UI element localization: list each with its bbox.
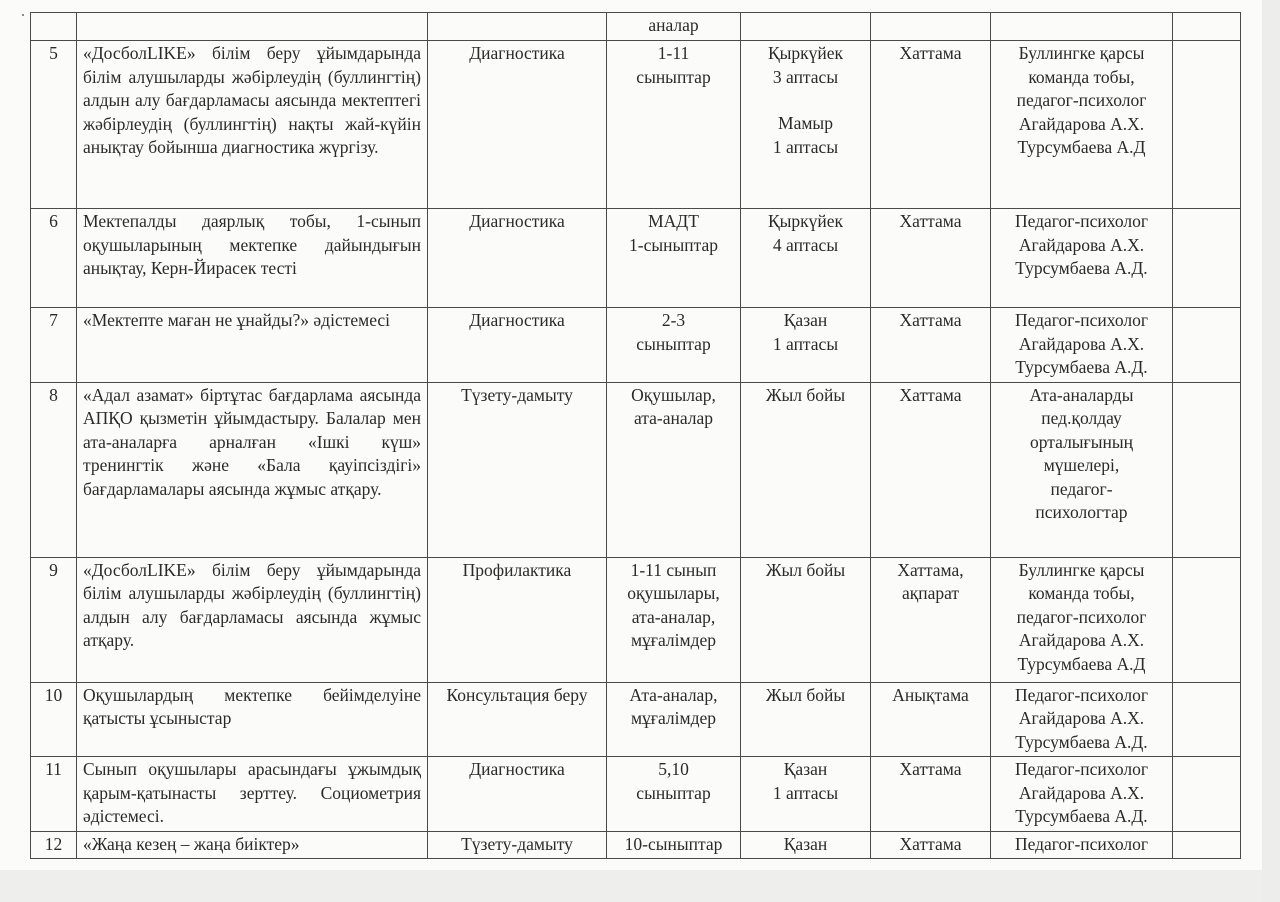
cell-responsible (991, 757, 1173, 832)
cell-number: 8 (31, 382, 77, 557)
cell-participants-line: оқушылары, (627, 583, 720, 603)
cell-responsible-line: Педагог-психолог (1014, 310, 1149, 330)
page-right-margin (1262, 0, 1280, 902)
table-row (31, 209, 1241, 308)
cell-note (1173, 557, 1241, 682)
cell-timing-line: 1 аптасы (772, 333, 839, 354)
cell-report-form (871, 13, 991, 41)
cell-timing (741, 757, 871, 832)
cell-timing-line: Қыркүйек (767, 211, 844, 231)
cell-description: Сынып оқушылары арасындағы ұжымдық қарым-қатынасты зерттеу. Социометрия әдістемесі. (77, 757, 428, 832)
cell-responsible-line: Педагог-психолог (1014, 211, 1149, 231)
cell-responsible-line: педагог-психолог (1016, 90, 1147, 110)
cell-responsible-line: Турсумбаева А.Д (1017, 137, 1146, 157)
cell-responsible-line: психологтар (1035, 502, 1128, 522)
cell-participants (607, 308, 741, 383)
cell-type: Түзету-дамыту (428, 831, 607, 859)
cell-participants-line: 5,10 (658, 759, 689, 779)
cell-participants-line: мұғалімдер (630, 708, 716, 728)
cell-report-form (871, 308, 991, 383)
cell-report-form (871, 557, 991, 682)
cell-number: 7 (31, 308, 77, 383)
cell-participants-line: 10-сыныптар (624, 833, 723, 854)
cell-responsible (991, 682, 1173, 757)
cell-responsible-line: пед.қолдау (1041, 408, 1122, 428)
cell-responsible-line: Ата-аналарды (1029, 384, 1134, 405)
cell-timing-line: Мамыр (778, 113, 833, 133)
cell-type (428, 13, 607, 41)
cell-responsible-line: Агайдарова А.Х. (1018, 630, 1145, 650)
cell-participants-line: сыныптар (636, 333, 711, 354)
cell-participants-line: Ата-аналар, (629, 684, 718, 705)
cell-responsible (991, 13, 1173, 41)
cell-type: Консультация беру (428, 682, 607, 757)
cell-number: 9 (31, 557, 77, 682)
cell-responsible-line: педагог-психолог (1016, 606, 1147, 627)
work-plan-table (30, 12, 1241, 859)
cell-note (1173, 209, 1241, 308)
scan-speck (22, 14, 24, 16)
cell-description: «Адал азамат» біртұтас бағдарлама аясында АПҚО қызметін ұйымдастыру. Балалар мен ата-аналарға арналған «Ішкі күш» тренингтік және «Бала қауіпсіздігі» бағдарламалары аясында жұмыс атқару. (77, 382, 428, 557)
cell-responsible-line: Агайдарова А.Х. (1018, 782, 1145, 803)
cell-number: 12 (31, 831, 77, 859)
cell-note (1173, 308, 1241, 383)
cell-timing-line: 1 аптасы (772, 782, 839, 803)
cell-description: «Жаңа кезең – жаңа биіктер» (77, 831, 428, 859)
cell-type: Диагностика (428, 41, 607, 209)
cell-participants-line: ата-аналар, (631, 606, 716, 627)
cell-responsible-line: Агайдарова А.Х. (1018, 234, 1145, 255)
cell-participants: аналар (607, 13, 741, 41)
cell-report-form-line: ақпарат (901, 583, 960, 603)
cell-responsible-line: Турсумбаева А.Д (1017, 653, 1146, 674)
cell-responsible (991, 209, 1173, 308)
cell-report-form-line: Анықтама (892, 684, 969, 705)
cell-timing-line: Жыл бойы (765, 384, 846, 405)
cell-responsible-line: команда тобы, (1028, 66, 1135, 87)
cell-timing (741, 13, 871, 41)
table-row (31, 757, 1241, 832)
table-row (31, 831, 1241, 859)
cell-report-form-line: Хаттама (899, 384, 962, 405)
cell-responsible (991, 41, 1173, 209)
cell-responsible-line: Педагог-психолог (1014, 759, 1149, 779)
cell-responsible (991, 557, 1173, 682)
cell-participants-line: МАДТ (648, 211, 699, 231)
cell-timing (741, 831, 871, 859)
cell-description: «ДосболLIKE» білім беру ұйымдарында білім алушыларды жәбірлеудің (буллингтің) алдын алу бағдарламасы аясында мектептегі жәбірлеудің (буллингтің) нақты жай-күйін анықтау бойынша диагностика жүргізу. (77, 41, 428, 209)
cell-timing (741, 557, 871, 682)
cell-timing-line: Қазан (783, 833, 828, 854)
cell-responsible (991, 382, 1173, 557)
cell-report-form (871, 682, 991, 757)
cell-participants-line: сыныптар (636, 66, 711, 87)
cell-responsible-line: Турсумбаева А.Д. (1015, 357, 1148, 377)
cell-description: Мектепалды даярлық тобы, 1-сынып оқушыларының мектепке дайындығын анықтау, Керн-Йирасек тесті (77, 209, 428, 308)
cell-responsible-line: Буллингке қарсы (1018, 43, 1145, 63)
cell-participants (607, 831, 741, 859)
cell-timing-line: Қазан (783, 310, 828, 330)
cell-note (1173, 41, 1241, 209)
cell-responsible-line: педагог- (1050, 478, 1113, 499)
cell-report-form (871, 831, 991, 859)
table-row (31, 557, 1241, 682)
table-row-continued (31, 13, 1241, 41)
cell-participants (607, 757, 741, 832)
cell-responsible-line: Буллингке қарсы (1018, 559, 1145, 580)
cell-timing-line: Жыл бойы (765, 559, 846, 580)
cell-responsible-line: Агайдарова А.Х. (1018, 333, 1145, 354)
cell-responsible-line: Турсумбаева А.Д. (1015, 806, 1148, 826)
cell-note (1173, 382, 1241, 557)
cell-responsible (991, 308, 1173, 383)
cell-report-form (871, 382, 991, 557)
cell-number (31, 13, 77, 41)
cell-timing (741, 41, 871, 209)
cell-timing (741, 382, 871, 557)
cell-number: 5 (31, 41, 77, 209)
cell-responsible-line: Педагог-психолог (1014, 684, 1149, 705)
cell-responsible-line: команда тобы, (1028, 583, 1135, 603)
cell-note (1173, 13, 1241, 41)
cell-timing (741, 209, 871, 308)
cell-report-form-line: Хаттама, (897, 559, 964, 580)
cell-participants (607, 209, 741, 308)
cell-description: «ДосболLIKE» білім беру ұйымдарында білім алушыларды жәбірлеудің (буллингтің) алдын алу бағдарламасы аясында жұмыс атқару. (77, 557, 428, 682)
cell-report-form (871, 209, 991, 308)
cell-responsible-line: Педагог-психолог (1014, 833, 1149, 854)
cell-report-form (871, 41, 991, 209)
cell-note (1173, 682, 1241, 757)
cell-note (1173, 831, 1241, 859)
cell-description: Оқушылардың мектепке бейімделуіне қатысты ұсыныстар (77, 682, 428, 757)
cell-responsible-line: Турсумбаева А.Д. (1015, 258, 1148, 278)
cell-timing-line: 4 аптасы (772, 234, 839, 255)
cell-type: Диагностика (428, 308, 607, 383)
cell-participants-line: 1-11 (657, 43, 690, 63)
cell-report-form-line: Хаттама (899, 211, 962, 231)
cell-responsible (991, 831, 1173, 859)
cell-responsible-line: Турсумбаева А.Д. (1015, 731, 1148, 752)
cell-timing (741, 308, 871, 383)
cell-report-form (871, 757, 991, 832)
cell-responsible-line: орталығының (1030, 431, 1133, 452)
cell-type: Профилактика (428, 557, 607, 682)
cell-timing-line: 1 аптасы (772, 136, 839, 157)
cell-participants-line: сыныптар (636, 782, 711, 803)
cell-timing-line (747, 89, 864, 112)
cell-participants (607, 41, 741, 209)
table-row (31, 41, 1241, 209)
cell-number: 11 (31, 757, 77, 832)
cell-participants (607, 682, 741, 757)
cell-participants (607, 557, 741, 682)
cell-report-form-line: Хаттама (899, 43, 962, 63)
cell-timing (741, 682, 871, 757)
table-row (31, 308, 1241, 383)
cell-participants-line: мұғалімдер (630, 630, 716, 650)
cell-participants-line: ата-аналар (633, 408, 714, 428)
cell-timing-line: Жыл бойы (765, 684, 846, 705)
cell-participants-line: Оқушылар, (631, 384, 716, 405)
cell-report-form-line: Хаттама (899, 759, 962, 779)
cell-description: «Мектепте маған не ұнайды?» әдістемесі (77, 308, 428, 383)
cell-participants-line: 1-сыныптар (629, 234, 718, 255)
cell-report-form-line: Хаттама (899, 833, 962, 854)
table-row (31, 682, 1241, 757)
cell-timing-line: 3 аптасы (772, 66, 839, 87)
page-bottom-margin (0, 870, 1280, 902)
cell-note (1173, 757, 1241, 832)
cell-responsible-line: мүшелері, (1043, 455, 1120, 475)
cell-type: Диагностика (428, 209, 607, 308)
cell-description (77, 13, 428, 41)
cell-responsible-line: Агайдарова А.Х. (1018, 113, 1145, 134)
cell-participants-line: 2-3 (661, 310, 686, 330)
cell-report-form-line: Хаттама (899, 310, 962, 330)
cell-timing-line: Қазан (783, 759, 828, 779)
cell-responsible-line: Агайдарова А.Х. (1018, 708, 1145, 728)
cell-number: 6 (31, 209, 77, 308)
cell-type: Түзету-дамыту (428, 382, 607, 557)
table-row (31, 382, 1241, 557)
cell-timing-line: Қыркүйек (767, 43, 844, 63)
cell-type: Диагностика (428, 757, 607, 832)
cell-participants-line: 1-11 сынып (630, 559, 717, 580)
cell-number: 10 (31, 682, 77, 757)
cell-participants (607, 382, 741, 557)
